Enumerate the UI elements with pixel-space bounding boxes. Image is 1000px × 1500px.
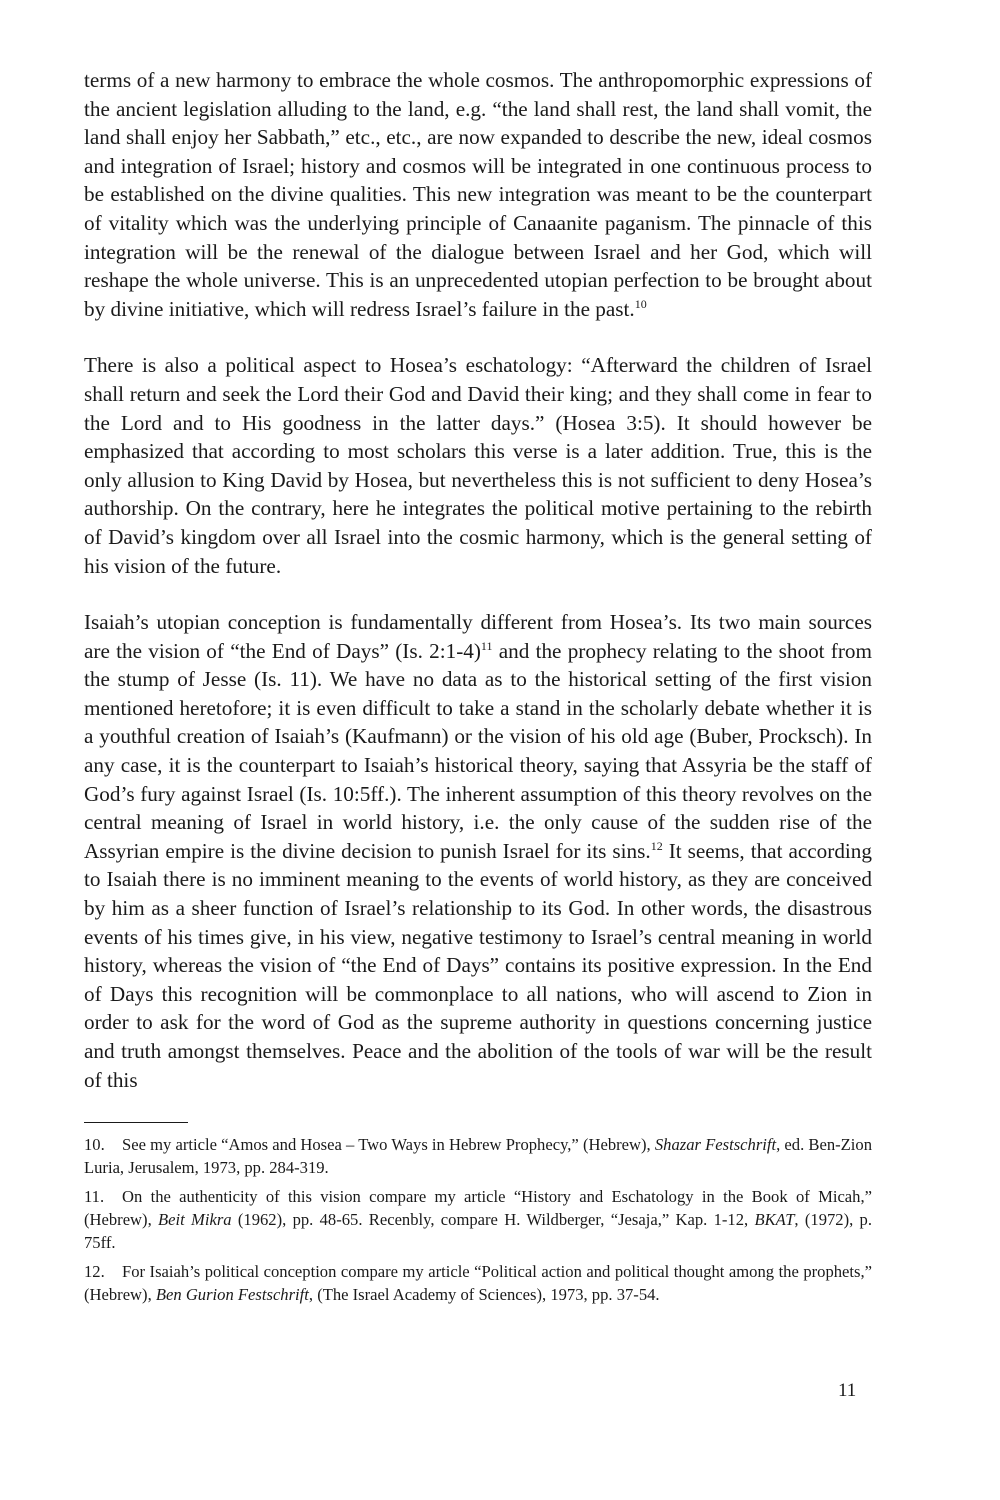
footnote-title: Ben Gurion Festschrift: [155, 1285, 309, 1305]
page-number: 11: [838, 1380, 857, 1401]
paragraph-text: and the prophecy relating to the shoot from the stump of Jesse (Is. 11). We have no data as to the historical setting of the first vision mentioned heretofore; it is even difficult to take a stand in the scholarly debate whether it is a youthful creation of Isaiah’s (Kaufmann) or the vision of his old age (Buber, Procksch). In any case, it is the counterpart to Isaiah’s historical theory, saying that Assyria be the staff of God’s fury against Israel (Is. 10:5ff.). The inherent assumption of this theory revolves on the central meaning of Israel in world history, i.e. the only cause of the sudden rise of the Assyrian empire is the divine decision to punish Israel for its sins.: [84, 638, 872, 863]
footnote-text: (1962), pp. 48-65. Recenbly, compare H. Wildberger, “Jesaja,” Kap. 1-12,: [231, 1210, 755, 1230]
footnote-separator: [84, 1122, 188, 1123]
footnote-text: For Isaiah’s political conception compare my article “Political action and political thought among the prophets,” (Hebrew),: [84, 1262, 872, 1305]
footnote-number: 12.: [84, 1262, 105, 1282]
footnote-text: , (1972), p. 75ff.: [84, 1210, 872, 1253]
paragraph-text: Isaiah’s utopian conception is fundamentally different from Hosea’s. Its two main sources are the vision of “the End of Days” (Is. 2:1-4): [84, 610, 872, 663]
footnote-text: , (The Israel Academy of Sciences), 1973, pp. 37-54.: [308, 1285, 660, 1305]
footnote-number: 11.: [84, 1187, 105, 1207]
page-body: [84, 66, 872, 1312]
footnote-text: On the authenticity of this vision compare my article “History and Eschatology in the Book of Micah,” (Hebrew),: [84, 1187, 872, 1230]
footnote-number: 10.: [84, 1135, 105, 1155]
footnote-11: [84, 1185, 872, 1254]
footnote-ref-10[interactable]: 10: [634, 296, 647, 311]
paragraph-text: terms of a new harmony to embrace the whole cosmos. The anthropomorphic expressions of the ancient legislation alluding to the land, e.g. “the land shall rest, the land shall vomit, the land shall enjoy her Sabbath,” etc., etc., are now expanded to describe the new, ideal cosmos and integration of Israel; history and cosmos will be integrated in one continuous process to be established on the divine qualities. This new integration was meant to be the counterpart of vitality which was the underlying principle of Canaanite paganism. The pinnacle of this integration will be the renewal of the dialogue between Israel and her God, which will reshape the whole universe. This is an unprecedented utopian perfection to be brought about by divine initiative, which will redress Israel’s failure in the past.: [84, 68, 872, 321]
footnote-title: Beit Mikra: [158, 1210, 232, 1230]
paragraph-text: It seems, that according to Isaiah there is no imminent meaning to the events of world history, as they are conceived by him as a sheer function of Israel’s relationship to its God. In other words, the disastrous events of his times give, in his view, negative testimony to Israel’s central meaning in world history, whereas the vision of “the End of Days” contains its positive expression. In the End of Days this recognition will be commonplace to all nations, who will ascend to Zion in order to ask for the word of God as the supreme authority in questions concerning justice and truth amongst themselves. Peace and the abolition of the tools of war will be the result of this: [84, 838, 872, 1092]
footnote-text: , ed. Ben-Zion Luria, Jerusalem, 1973, pp. 284-319.: [84, 1135, 872, 1178]
footnote-ref-11[interactable]: 11: [480, 638, 493, 653]
footnote-ref-12[interactable]: 12: [650, 838, 663, 853]
body-paragraph-2: [84, 351, 872, 580]
body-paragraph-1: [84, 66, 872, 323]
paragraph-text: There is also a political aspect to Hosea’s eschatology: “Afterward the children of Israel shall return and seek the Lord their God and David their king; and they shall come in fear to the Lord and to His goodness in the latter days.” (Hosea 3:5). It should however be emphasized that according to most scholars this verse is a later addition. True, this is the only allusion to King David by Hosea, but nevertheless this is not sufficient to deny Hosea’s authorship. On the contrary, here he integrates the political motive pertaining to the rebirth of David’s kingdom over all Israel into the cosmic harmony, which is the general setting of his vision of the future.: [84, 353, 872, 578]
body-paragraph-3: [84, 608, 872, 1094]
footnote-10: [84, 1133, 872, 1179]
footnote-title: Shazar Festschrift: [654, 1135, 777, 1155]
footnote-12: [84, 1260, 872, 1306]
footnote-title: BKAT: [754, 1210, 795, 1230]
footnote-text: See my article “Amos and Hosea – Two Ways in Hebrew Prophecy,” (Hebrew),: [122, 1135, 655, 1155]
